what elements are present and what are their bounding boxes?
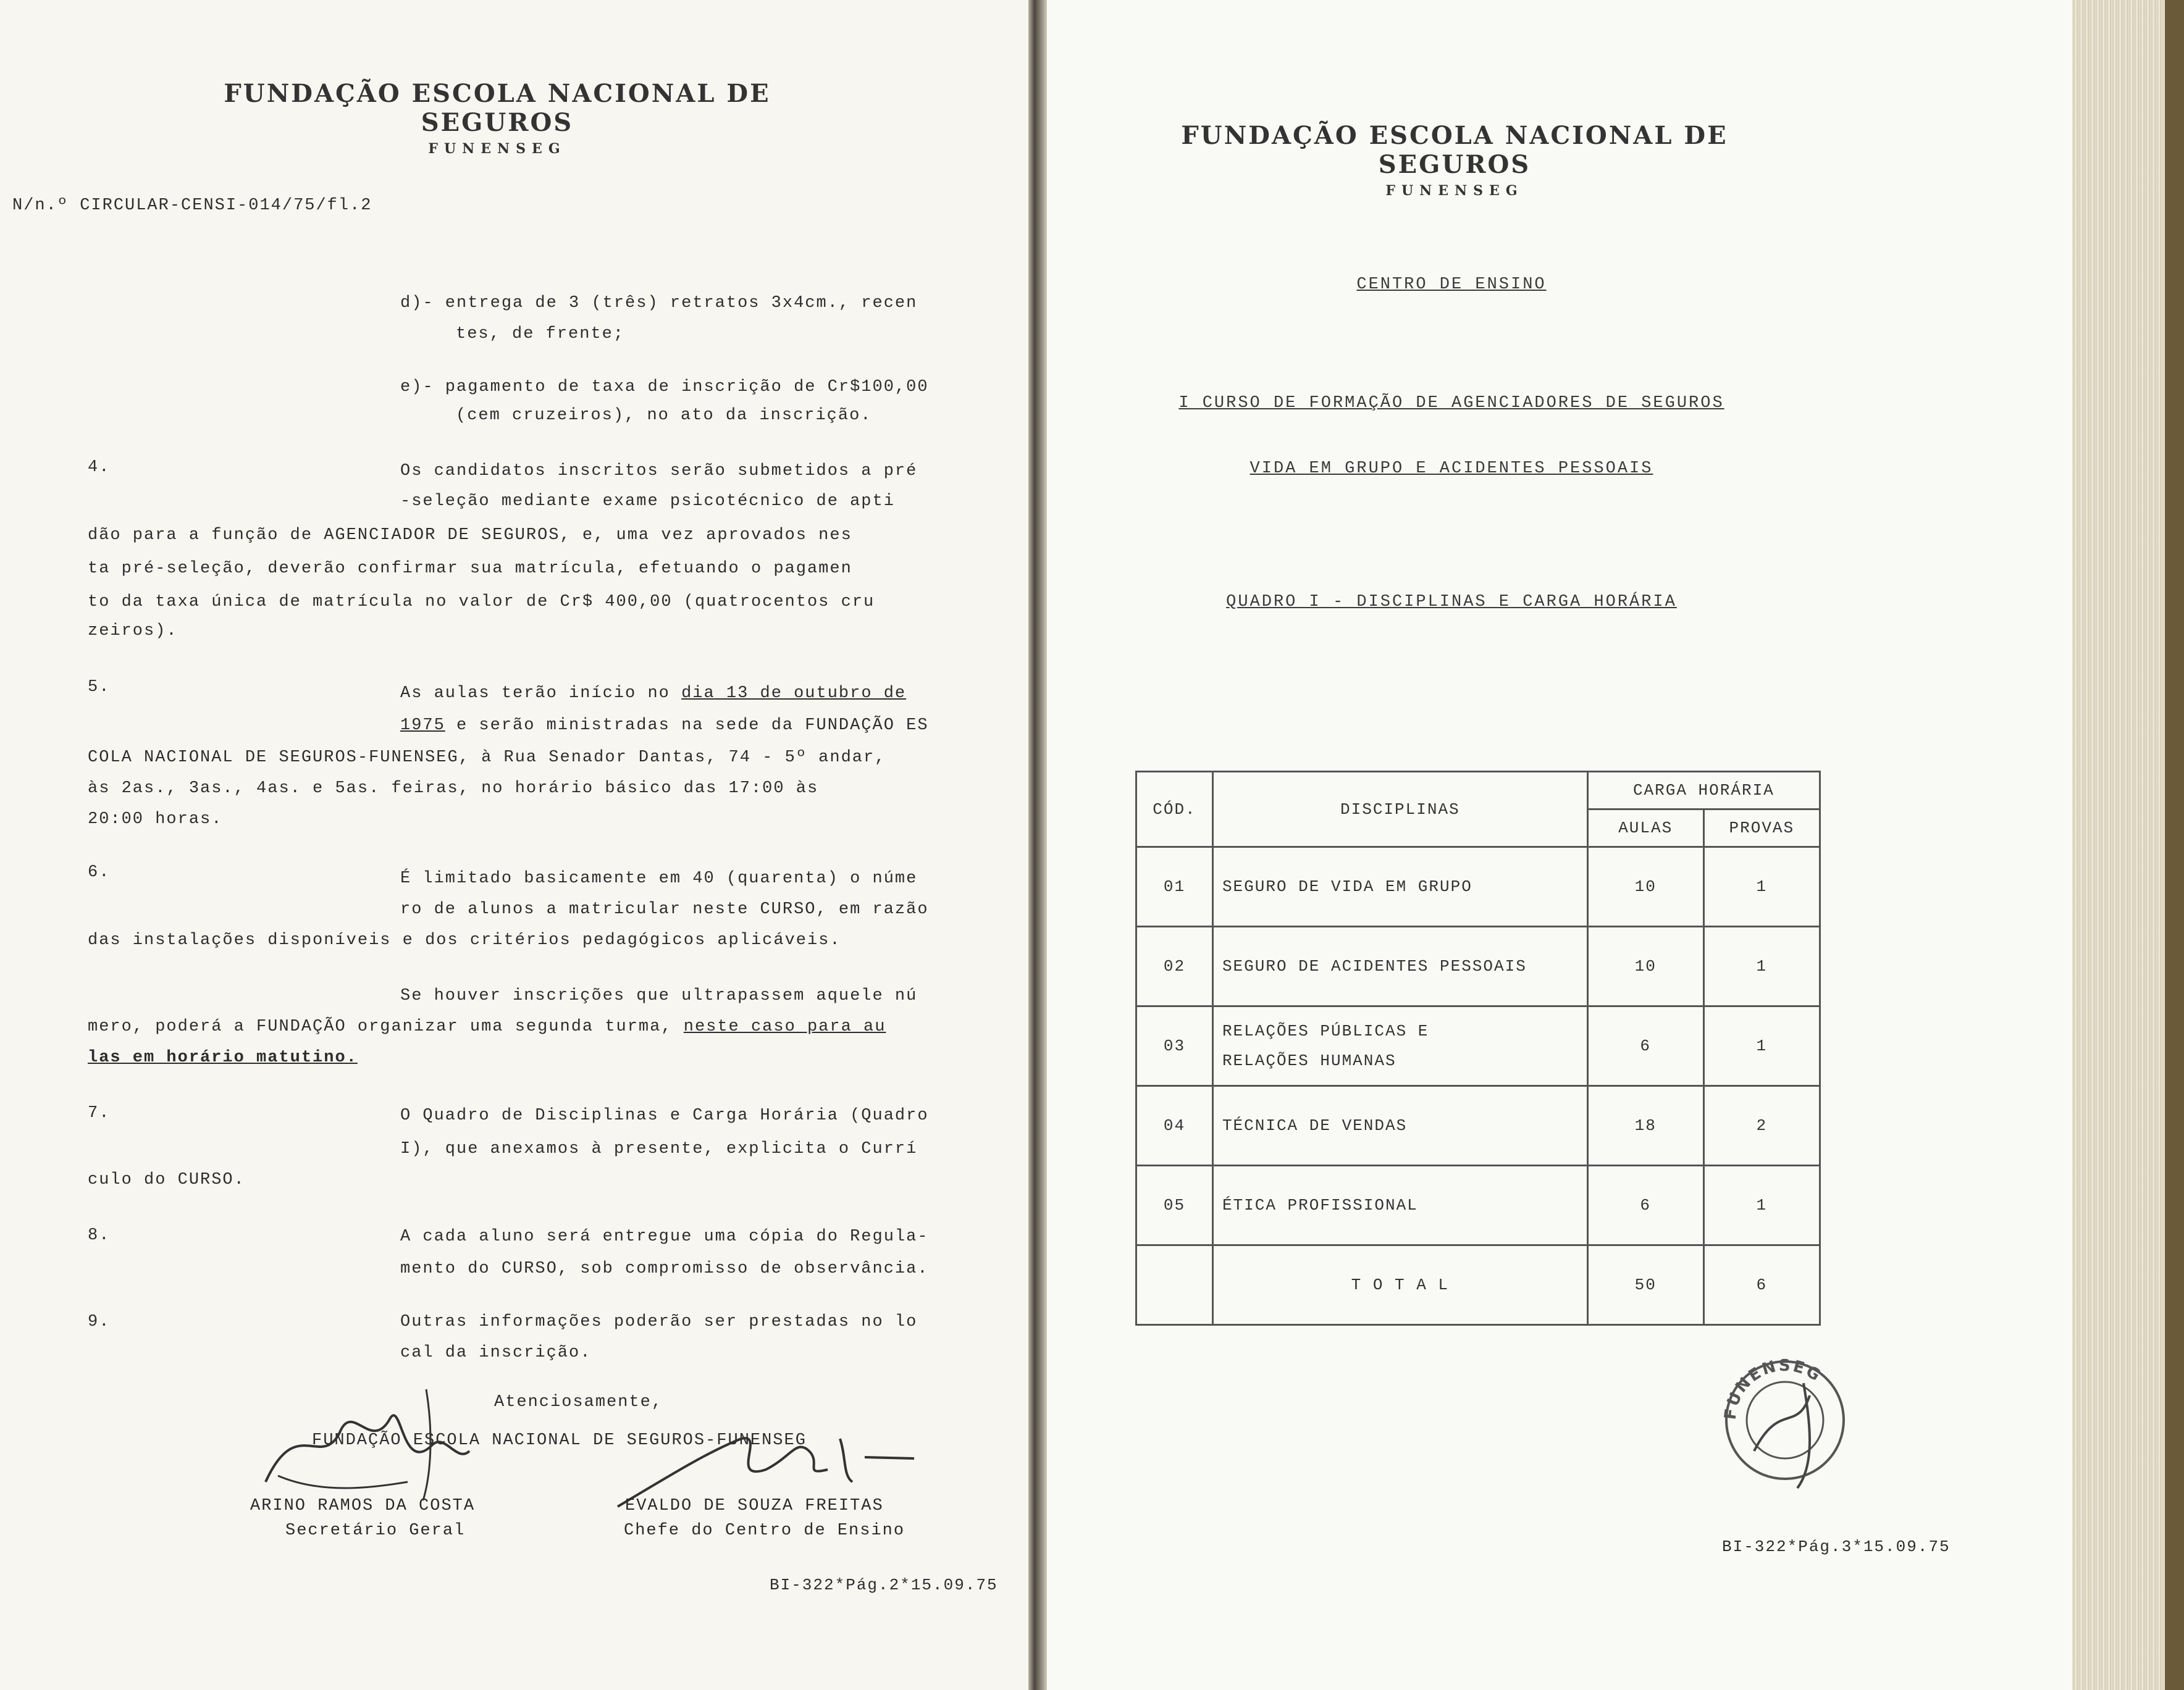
section-number-6: 6. [88, 863, 111, 882]
signatory-2-role: Chefe do Centro de Ensino [624, 1521, 905, 1540]
cell-aulas: 18 [1587, 1086, 1703, 1166]
table-row [1136, 1086, 1820, 1166]
course-subtitle: VIDA EM GRUPO E ACIDENTES PESSOAIS [1250, 459, 1653, 478]
cell-total-provas: 6 [1703, 1245, 1820, 1325]
header-provas: PROVAS [1703, 809, 1820, 847]
para6-line1: É limitado basicamente em 40 (quarenta) o núme [400, 869, 918, 888]
letterhead [173, 79, 821, 157]
item-d-line2: tes, de frente; [456, 325, 625, 343]
signatory-1-role: Secretário Geral [285, 1521, 466, 1540]
cell-disciplina: SEGURO DE ACIDENTES PESSOAIS [1212, 927, 1587, 1006]
para8-line1: A cada aluno será entregue uma cópia do Regula- [400, 1228, 929, 1246]
para6b-line2 [88, 1018, 886, 1036]
cell-provas: 1 [1703, 1166, 1820, 1245]
letterhead-subtitle: FUNENSEG [428, 141, 566, 157]
para4-line3: dão para a função de AGENCIADOR DE SEGUROS, e, uma vez aprovados nes [88, 526, 852, 545]
table-row [1136, 927, 1820, 1006]
table-row [1136, 1166, 1820, 1245]
cell-total-label: T O T A L [1212, 1245, 1587, 1325]
page-footer-left: BI-322*Pág.2*15.09.75 [770, 1576, 998, 1594]
para7-line1: O Quadro de Disciplinas e Carga Horária (Quadro [400, 1106, 929, 1125]
para5-line2-text: e serão ministradas na sede da FUNDAÇÃO ES [445, 716, 929, 735]
para4-line5: to da taxa única de matrícula no valor de Cr$ 400,00 (quatrocentos cru [88, 593, 875, 611]
signature-secretary [247, 1377, 482, 1513]
table-title: QUADRO I - DISCIPLINAS E CARGA HORÁRIA [1226, 593, 1677, 611]
item-e-line1: e)- pagamento de taxa de inscrição de Cr$100,00 [400, 378, 929, 396]
letterhead-right [1127, 121, 1782, 199]
para4-line1: Os candidatos inscritos serão submetidos a pré [400, 462, 918, 480]
para6-line2: ro de alunos a matricular neste CURSO, em razão [400, 900, 929, 919]
cell-aulas: 10 [1587, 927, 1703, 1006]
item-d-line1: d)- entrega de 3 (três) retratos 3x4cm., recen [400, 294, 918, 312]
para7-line3: culo do CURSO. [88, 1171, 245, 1189]
para5-start-date: dia 13 de outubro de [681, 684, 907, 703]
section-number-9: 9. [88, 1313, 111, 1331]
signatory-2-name: EVALDO DE SOUZA FREITAS [625, 1497, 884, 1515]
cell-cod: 03 [1136, 1006, 1213, 1086]
reference-number: N/n.º CIRCULAR-CENSI-014/75/fl.2 [12, 196, 372, 215]
para4-line4: ta pré-seleção, deverão confirmar sua matrícula, efetuando o pagamen [88, 559, 852, 578]
para6b-line2-underlined: neste caso para au [683, 1018, 886, 1036]
cell-total-aulas: 50 [1587, 1245, 1703, 1325]
cell-provas: 1 [1703, 1006, 1820, 1086]
disciplines-table [1135, 771, 1821, 1326]
letterhead-right-title: FUNDAÇÃO ESCOLA NACIONAL DE SEGUROS [1181, 121, 1728, 179]
cell-cod: 01 [1136, 847, 1213, 927]
para7-line2: I), que anexamos à presente, explicita o Currí [400, 1140, 918, 1158]
cell-provas: 2 [1703, 1086, 1820, 1166]
para5-year: 1975 [400, 716, 445, 735]
table-row [1136, 847, 1820, 927]
item-e-line2: (cem cruzeiros), no ato da inscrição. [456, 406, 872, 425]
section-number-5: 5. [88, 678, 111, 696]
para5-line3: COLA NACIONAL DE SEGUROS-FUNENSEG, à Rua Senador Dantas, 74 - 5º andar, [88, 748, 886, 767]
course-title: I CURSO DE FORMAÇÃO DE AGENCIADORES DE SEGUROS [1178, 394, 1724, 412]
para5-line1 [400, 684, 906, 703]
cell-aulas: 6 [1587, 1006, 1703, 1086]
table-header-row [1136, 772, 1820, 809]
cell-disciplina [1212, 1006, 1587, 1086]
para6b-line1: Se houver inscrições que ultrapassem aquele nú [400, 987, 918, 1005]
cell-cod: 05 [1136, 1166, 1213, 1245]
cell-provas: 1 [1703, 847, 1820, 927]
para5-line4: às 2as., 3as., 4as. e 5as. feiras, no horário básico das 17:00 às [88, 779, 819, 798]
header-carga-horaria: CARGA HORÁRIA [1587, 772, 1820, 809]
section-number-4: 4. [88, 458, 111, 477]
header-aulas: AULAS [1587, 809, 1703, 847]
cell-aulas: 6 [1587, 1166, 1703, 1245]
cell-aulas: 10 [1587, 847, 1703, 927]
funenseg-stamp [1711, 1346, 1859, 1494]
book-gutter [1028, 0, 1047, 1690]
para5-line5: 20:00 horas. [88, 810, 223, 829]
header-disciplinas: DISCIPLINAS [1212, 772, 1587, 847]
stamp-text: FUNENSEG [1721, 1356, 1825, 1421]
para4-line6: zeiros). [88, 622, 178, 640]
table-row [1136, 1006, 1820, 1086]
organization-signature-line: FUNDAÇÃO ESCOLA NACIONAL DE SEGUROS-FUNENSEG [312, 1431, 807, 1450]
para5-line2 [400, 716, 929, 735]
para9-line1: Outras informações poderão ser prestadas no lo [400, 1313, 918, 1331]
cell-total-empty [1136, 1245, 1213, 1325]
cell-disciplina-line2: RELAÇÕES HUMANAS [1222, 1052, 1396, 1070]
para6-line3: das instalações disponíveis e dos critérios pedagógicos aplicáveis. [88, 931, 841, 950]
header-cod: CÓD. [1136, 772, 1213, 847]
section-number-7: 7. [88, 1104, 111, 1123]
para6b-line2-text: mero, poderá a FUNDAÇÃO organizar uma segunda turma, [88, 1018, 684, 1036]
cell-disciplina-line1: RELAÇÕES PÚBLICAS E [1222, 1022, 1429, 1040]
table-total-row [1136, 1245, 1820, 1325]
book-cover-edge [2165, 0, 2184, 1690]
page-footer-right: BI-322*Pág.3*15.09.75 [1722, 1537, 1951, 1556]
para5-line1-text: As aulas terão início no [400, 684, 682, 703]
cell-disciplina: ÉTICA PROFISSIONAL [1212, 1166, 1587, 1245]
section-title: CENTRO DE ENSINO [1356, 275, 1547, 294]
letterhead-right-subtitle: FUNENSEG [1385, 183, 1524, 199]
cell-cod: 02 [1136, 927, 1213, 1006]
cell-cod: 04 [1136, 1086, 1213, 1166]
cell-disciplina: TÉCNICA DE VENDAS [1212, 1086, 1587, 1166]
left-page [0, 0, 1030, 1690]
letterhead-title: FUNDAÇÃO ESCOLA NACIONAL DE SEGUROS [224, 79, 771, 137]
para4-line2: -seleção mediante exame psicotécnico de apti [400, 492, 895, 511]
para6b-line3: las em horário matutino. [88, 1048, 358, 1067]
cell-provas: 1 [1703, 927, 1820, 1006]
section-number-8: 8. [88, 1226, 111, 1245]
para8-line2: mento do CURSO, sob compromisso de observância. [400, 1260, 929, 1278]
closing-salutation: Atenciosamente, [494, 1393, 663, 1412]
cell-disciplina: SEGURO DE VIDA EM GRUPO [1212, 847, 1587, 927]
para9-line2: cal da inscrição. [400, 1344, 592, 1362]
signatory-1-name: ARINO RAMOS DA COSTA [250, 1497, 476, 1515]
